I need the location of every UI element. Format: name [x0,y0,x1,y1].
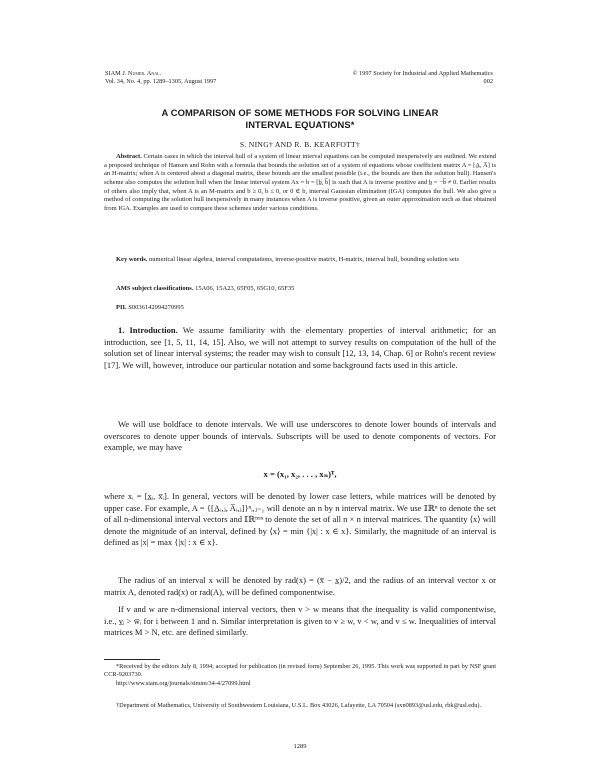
pii [104,304,496,313]
article-code: 002 [483,78,493,86]
copyright-header [353,70,493,87]
title-line-1: A COMPARISON OF SOME METHODS FOR SOLVING LINEAR [161,107,439,118]
page-number: 1289 [293,743,307,750]
intro-paragraph-2: We will use boldface to denote intervals. We will use underscores to denote lower bounds of intervals and overscores to denote upper bounds of intervals. Subscripts will be used to denote components of vectors. For example, we may have [104,419,496,453]
journal-name: SIAM J. Numer. Anal. [105,70,162,77]
abstract-label: Abstract. [116,153,142,160]
footnote-received-text: *Received by the editors July 8, 1994; accepted for publication (in revised form) September 26, 1995. This work was supported in part by NSF grant CCR-9203730. [104,663,496,679]
display-equation: x = (x₁, x₂, . . . , xₙ)ᵀ, [263,469,337,479]
footnote-received [104,663,496,688]
intro-paragraph-3: where xᵢ = [x̲ᵢ, x̅ᵢ]. In general, vectors will be denoted by lower case letters, while matrices will be denoted by upper case. For example, A = {[A̲ᵢ,ⱼ, A̅ᵢ,ⱼ]}ⁿᵢ,ⱼ₌₁ will denote an n by n interval matrix. We use 𝕀ℝⁿ to denote the set of all n-dimensional interval vectors and 𝕀ℝⁿˣⁿ to denote the set of all n × n interval matrices. The quantity ⟨x⟩ will denote the mignitude of an interval, defined by ⟨x⟩ = min {|x| : x ∈ x}. Similarly, the magnitude of an interval is defined as |x| = max {|x| : x ∈ x}. [104,491,496,548]
journal-volume: Vol. 34, No. 4, pp. 1289–1305, August 1997 [105,78,217,86]
intro-paragraph-1-text: We assume familiarity with the elementary properties of interval arithmetic; for an introduction, see [1, 5, 11, 14, 15]. Also, we will not attempt to survey results on computation of the hull of the solution set of linear interval systems; the reader may wish to consult [12, 13, 14, Chap. 6] or Rohn's recent review [17]. We will, however, introduce our particular notation and some background facts used in this article. [104,325,496,370]
journal-header [105,70,216,87]
keywords [104,256,496,265]
intro-paragraph-4: The radius of an interval x will be denoted by rad(x) = (x̅ − x̲)/2, and the radius of an interval vector x or matrix A, denoted rad(x) or rad(A), will be defined componentwise. [104,575,496,597]
ams-classifications [104,285,496,294]
ams-label: AMS subject classifications. [116,285,194,292]
intro-paragraph-1 [104,325,496,371]
intro-paragraph-5: If v and w are n-dimensional interval vectors, then v > w means that the inequality is valid componentwise, i.e., v̲ᵢ > w̅ᵢ for i between 1 and n. Similar interpretation is given to v ≥ w, v < w, and v ≤ w. Inequalities of interval matrices M > N, etc. are defined similarly. [104,604,496,638]
title-line-2: INTERVAL EQUATIONS* [245,119,355,130]
keywords-text: numerical linear algebra, interval computations, inverse-positive matrix, H-matrix, interval hull, bounding solution sets [147,256,459,263]
copyright-line: © 1997 Society for Industrial and Applied Mathematics [352,70,493,77]
ams-text: 15A06, 15A23, 65F05, 65G10, 65F35 [193,285,295,292]
footnote-rule [104,659,160,660]
footnote-affiliation: †Department of Mathematics, University of Southwestern Louisiana, U.S.L. Box 43026, Lafayette, LA 70504 (sxn0893@usl.edu, rbk@usl.edu). [116,702,482,709]
authors: S. NING† AND R. B. KEARFOTT† [239,140,361,149]
pii-text: S0036142994270995 [126,304,184,311]
abstract [104,153,496,214]
section-heading: 1. Introduction. [118,325,178,335]
abstract-text: Certain cases in which the interval hull of a system of linear interval equations can be computed inexpensively are outlined. We extend a proposed technique of Hansen and Rohn with a formula that bounds the solution set of a system of equations whose coefficient matrix A = [A̲, A̅] is an H-matrix; when A is centered about a diagonal matrix, these bounds are the smallest possible (i.e., the bounds are then the solution hull). Hansen's scheme also computes the solution hull when the linear interval system Ax = b = [b̲, b̅] is such that A is inverse positive and b̲ = −b̅ ≠ 0. Earlier results of others also imply that, when A is an M-matrix and b ≥ 0, b ≤ 0, or 0 ∈ b, interval Gaussian elimination (IGA) computes the hull. We also give a method of computing the solution hull inexpensively in many instances when A is inverse positive, given an outer approximation such as that obtained from IGA. Examples are used to compare these schemes under various conditions. [104,153,496,212]
pii-label: PII. [116,304,127,311]
paper-title [90,107,510,131]
footnote-url[interactable]: http://www.siam.org/journals/sinum/34-4/27099.html [116,679,251,687]
keywords-label: Key words. [116,256,148,263]
